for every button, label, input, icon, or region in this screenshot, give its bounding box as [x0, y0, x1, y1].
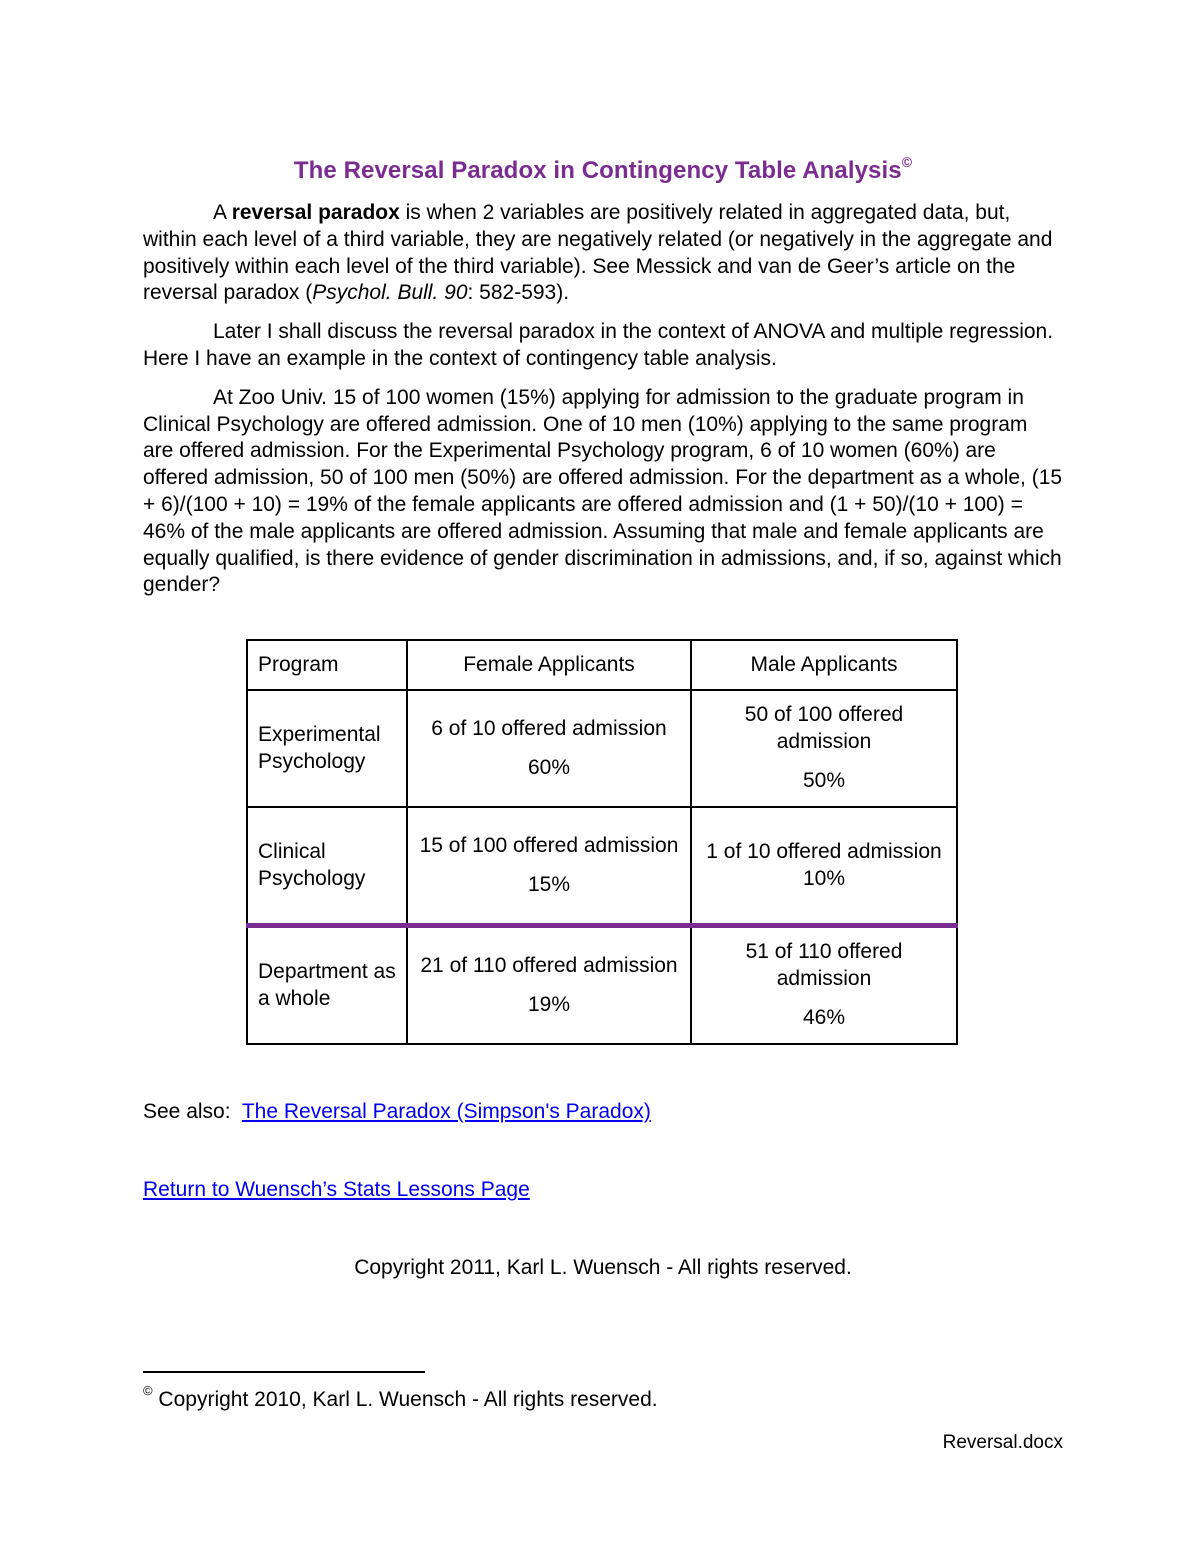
header-male: Male Applicants: [691, 640, 957, 690]
female-cell: [407, 807, 691, 926]
table-row: [247, 807, 957, 926]
admissions-table: [246, 639, 958, 1045]
footnote-divider: [143, 1371, 425, 1373]
title-footnote-mark: ©: [901, 154, 913, 170]
document-filename: Reversal.docx: [942, 1432, 1063, 1453]
see-also-label: See also:: [143, 1100, 231, 1123]
program-cell: Clinical Psychology: [247, 807, 407, 926]
male-percent: 46%: [802, 1005, 846, 1029]
footnote-mark: ©: [143, 1383, 153, 1398]
female-cell: [407, 926, 691, 1045]
female-count: 21 of 110 offered admission: [420, 953, 678, 977]
female-percent: 60%: [527, 755, 571, 779]
page-title: [143, 156, 1063, 185]
program-cell: Experimental Psychology: [247, 690, 407, 807]
female-percent: 19%: [527, 992, 571, 1016]
female-percent: 15%: [527, 872, 571, 896]
return-line: [143, 1178, 530, 1202]
header-program: Program: [247, 640, 407, 690]
see-also: [143, 1100, 651, 1124]
p1-lead: A: [213, 201, 232, 224]
p1-text1: is when 2 variables are positively related in aggregated data, but, within each level of a third variable, they are negatively related (or negatively in the aggregate and positively within each level of the third variable). See Messick and van de Geer’s article on the reversal paradox (: [143, 201, 1053, 305]
term-reversal-paradox: reversal paradox: [231, 201, 400, 224]
p1-text2: : 582-593).: [467, 281, 570, 305]
table-row: [247, 690, 957, 807]
female-count: 6 of 10 offered admission: [431, 716, 667, 740]
paragraph-context: Later I shall discuss the reversal paradox in the context of ANOVA and multiple regression. Here I have an example in the context of contingency table analysis.: [143, 320, 1054, 370]
table-row-total: [247, 926, 957, 1045]
female-count: 15 of 100 offered admission: [419, 833, 679, 857]
male-cell: [691, 690, 957, 807]
male-count: 1 of 10 offered admission: [706, 839, 942, 863]
return-to-lessons-link[interactable]: Return to Wuensch’s Stats Lessons Page: [143, 1178, 530, 1201]
header-female: Female Applicants: [407, 640, 691, 690]
female-cell: [407, 690, 691, 807]
body-text: [143, 200, 1063, 599]
program-cell: Department as a whole: [247, 926, 407, 1045]
male-count: 50 of 100 offered admission: [744, 703, 904, 754]
paragraph-example: At Zoo Univ. 15 of 100 women (15%) applying for admission to the graduate program in Clinical Psychology are offered admission. One of 10 men (10%) applying to the same program are offered admission. For the Experimental Psychology program, 6 of 10 women (60%) are offered admission, 50 of 100 men (50%) are offered admission. For the department as a whole, (15 + 6)/(100 + 10) = 19% of the female applicants are offered admission and (1 + 50)/(10 + 100) = 46% of the male applicants are offered admission. Assuming that male and female applicants are equally qualified, is there evidence of gender discrimination in admissions, and, if so, against which gender?: [143, 385, 1063, 597]
male-percent: 10%: [802, 866, 846, 890]
paragraph-definition: [143, 200, 1063, 307]
simpsons-paradox-link[interactable]: The Reversal Paradox (Simpson's Paradox): [241, 1100, 651, 1123]
journal-citation: Psychol. Bull. 90: [312, 281, 468, 305]
title-text: The Reversal Paradox in Contingency Table Analysis: [293, 157, 902, 184]
male-cell: [691, 807, 957, 926]
male-count: 51 of 110 offered admission: [745, 940, 903, 991]
male-cell: [691, 926, 957, 1045]
copyright-notice: Copyright 2011, Karl L. Wuensch - All rights reserved.: [354, 1256, 852, 1279]
footnote: [143, 1383, 658, 1412]
table-header-row: [247, 640, 957, 690]
male-percent: 50%: [802, 768, 846, 792]
footnote-text: Copyright 2010, Karl L. Wuensch - All rights reserved.: [152, 1388, 658, 1411]
